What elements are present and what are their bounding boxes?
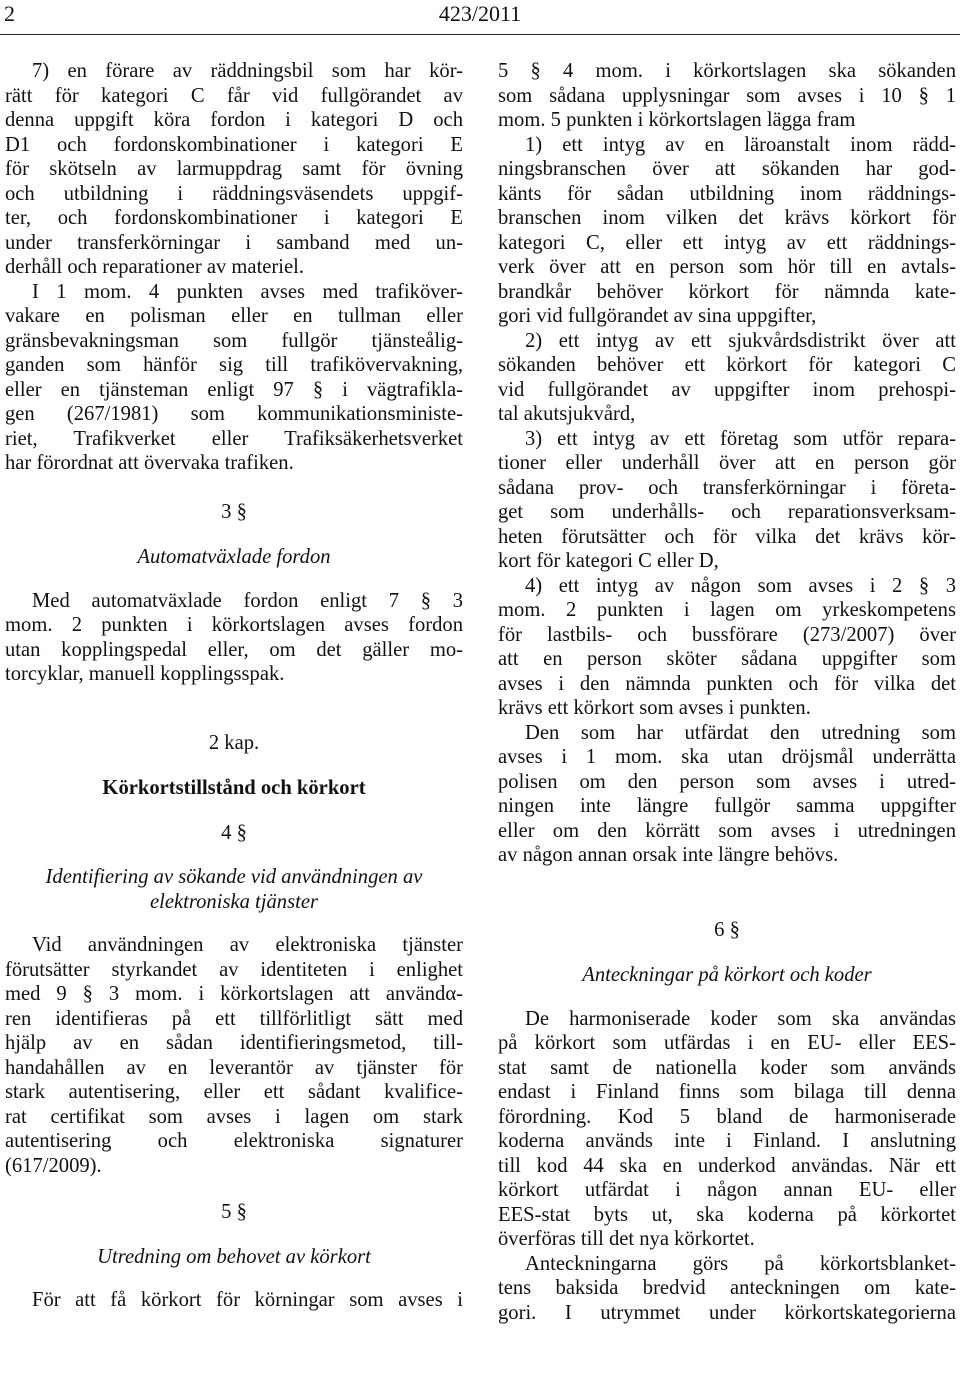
text-line: verk över att en person som hör till en avtals-	[498, 256, 956, 278]
text-line: ter, och fordonskombinationer i kategori E	[5, 207, 463, 229]
text-line: koderna används inte i Finland. I anslutning	[498, 1130, 956, 1152]
paragraph-notification-duty	[498, 721, 956, 868]
page-number: 2	[4, 1, 15, 26]
text-line: Den som har utfärdat den utredning som	[525, 721, 956, 744]
text-line: till kod 44 ska en underkod användas. När ett	[498, 1154, 956, 1177]
text-line: handahållen av en leverantör av tjänster för	[5, 1056, 463, 1079]
text-line: sådana prov- och transferkörningar i företa-	[498, 476, 956, 499]
text-line: EES-stat byts ut, ska koderna på körkortet	[498, 1203, 956, 1226]
text-line: avses i 1 mom. ska utan dröjsmål underrätta	[498, 746, 956, 768]
page-header	[0, 0, 960, 30]
paragraph-traffic-supervisor	[5, 280, 463, 476]
text-line: gori vid fullgörandet av sina uppgifter,	[498, 305, 817, 327]
section-3-number: 3 §	[221, 500, 247, 523]
left-column	[5, 59, 463, 1313]
text-line: under transferkörningar i samband med un-	[5, 231, 463, 254]
text-line: endast i Finland finns som bilaga till denna	[498, 1081, 956, 1103]
paragraph-need-for-license	[5, 1288, 463, 1313]
text-line: för skötseln av larmuppdrag samt för övning	[5, 158, 463, 180]
text-line: polisen om den person som avses i utred-	[498, 770, 956, 793]
text-line: av någon annan orsak inte längre behövs.	[498, 844, 839, 866]
text-line: känts för sådan utbildning inom räddnings-	[498, 182, 956, 205]
header-rule	[0, 34, 960, 35]
text-line: på körkort som utfärdas i en EU- eller EES-	[498, 1032, 956, 1054]
section-4-title-line-1: Identifiering av sökande vid användningen av	[45, 866, 423, 888]
text-line: ren identifieras på ett tillförlitligt sätt med	[5, 1007, 463, 1030]
text-line: förordning. Kod 5 bland de harmoniserade	[498, 1105, 956, 1128]
text-line: mom. 2 punkten i lagen om yrkeskompetens	[498, 599, 956, 621]
section-4-title	[5, 865, 463, 914]
list-item-3	[498, 427, 956, 574]
text-line: 5 § 4 mom. i körkortslagen ska sökanden	[498, 60, 956, 82]
document-number: 423/2011	[438, 1, 522, 26]
text-line: denna uppgift köra fordon i kategori D och	[5, 109, 463, 131]
text-line: tal akutsjukvård,	[498, 403, 636, 425]
text-line: 4) ett intyg av någon som avses i 2 § 3	[525, 574, 956, 597]
text-line: branschen inom vilken det krävs körkort för	[498, 207, 956, 229]
section-4-title-line-2: elektroniska tjänster	[150, 890, 318, 913]
text-line: ningsbranschen över att sökanden har god-	[498, 158, 956, 180]
text-line: kort för kategori C eller D,	[498, 550, 719, 572]
text-line: har förordnat att övervaka trafiken.	[5, 452, 294, 474]
paragraph-automatic-vehicles	[5, 589, 463, 687]
text-line: 3) ett intyg av ett företag som utför repara-	[525, 427, 956, 450]
text-line: derhåll och reparationer av materiel.	[5, 256, 305, 278]
section-4-number: 4 §	[221, 821, 247, 844]
text-line: hjälp av en sådan identifieringsmetod, till-	[5, 1032, 463, 1054]
text-line: sökanden behöver ett körkort för kategori C	[498, 354, 956, 376]
text-line: eller om den körrätt som avses i utredningen	[498, 819, 956, 842]
text-line: och utbildning i räddningsväsendets uppgif-	[5, 182, 463, 205]
text-line: eller en tjänsteman enligt 97 § i vägtrafikla-	[5, 378, 463, 401]
text-line: förutsätter styrkandet av identiteten i enlighet	[5, 958, 463, 981]
right-column	[498, 59, 956, 1325]
text-line: mom. 5 punkten i körkortslagen lägga fram	[498, 109, 856, 131]
text-line: De harmoniserade koder som ska användas	[525, 1007, 956, 1030]
text-line: 2) ett intyg av ett sjukvårdsdistrikt över att	[525, 329, 956, 352]
text-line: riet, Trafikverket eller Trafiksäkerhetsverket	[5, 427, 463, 450]
text-line: rätt för kategori C får vid fullgörandet av	[5, 84, 463, 107]
text-line: tioner eller underhåll över att en person gör	[498, 452, 956, 474]
text-line: gen (267/1981) som kommunikationsministe-	[5, 403, 463, 425]
text-line: för lastbils- och bussförare (273/2007) över	[498, 623, 956, 646]
section-3-title: Automatväxlade fordon	[137, 546, 331, 568]
chapter-title: Körkortstillstånd och körkort	[102, 777, 366, 799]
text-line: rat certifikat som avses i lagen om stark	[5, 1105, 463, 1128]
text-line: att en person sköter sådana uppgifter som	[498, 648, 956, 670]
text-line: gori. I utrymmet under körkortskategorierna	[498, 1301, 956, 1324]
text-line: 1) ett intyg av en läroanstalt inom rädd-	[525, 133, 956, 156]
text-line: Med automatväxlade fordon enligt 7 § 3	[32, 589, 463, 612]
chapter-number: 2 kap.	[208, 731, 260, 754]
list-item-4	[498, 574, 956, 721]
text-line: vid fullgörandet av uppgifter inom prehospi-	[498, 378, 956, 401]
section-5-number: 5 §	[221, 1201, 247, 1223]
text-line: körkort utfärdat i någon annan EU- eller	[498, 1179, 956, 1201]
paragraph-item-7	[5, 59, 463, 280]
section-6-number: 6 §	[714, 918, 740, 941]
text-line: heten förutsätter och för vilka det krävs kör-	[498, 525, 956, 548]
text-line: krävs ett körkort som avses i punkten.	[498, 697, 811, 719]
paragraph-annotations	[498, 1252, 956, 1326]
text-line: tens baksida bredvid anteckningen om kate-	[498, 1277, 956, 1299]
text-line: avses i den nämnda punkten och för vilka det	[498, 672, 956, 695]
paragraph-electronic-identification	[5, 933, 463, 1178]
list-item-1	[498, 133, 956, 329]
text-line: stark autentisering, eller ett sådant kvalifice-	[5, 1081, 463, 1103]
text-line: brandkår behöver körkort för nämnda kate-	[498, 280, 956, 303]
paragraph-harmonised-codes	[498, 1007, 956, 1252]
text-line: För att få körkort för körningar som avses i	[32, 1289, 463, 1311]
text-line: ganden som hänför sig till trafikövervakning,	[5, 354, 463, 376]
list-item-2	[498, 329, 956, 427]
text-line: D1 och fordonskombinationer i kategori E	[5, 133, 463, 156]
text-line: 7) en förare av räddningsbil som har kör-	[32, 60, 463, 82]
text-line: som sådana upplysningar som avses i 10 § 1	[498, 84, 956, 107]
text-line: get som underhålls- och reparationsverksam-	[498, 501, 956, 523]
text-line: autentisering och elektroniska signaturer	[5, 1130, 463, 1152]
text-line: ningen inte längre fullgör samma uppgifter	[498, 795, 956, 817]
text-line: mom. 2 punkten i körkortslagen avses fordon	[5, 614, 463, 636]
text-line: stat samt de nationella koder som används	[498, 1056, 956, 1079]
section-6-title: Anteckningar på körkort och koder	[582, 964, 872, 986]
text-line: vakare en polisman eller en tullman eller	[5, 305, 463, 327]
text-line: överföras till det nya körkortet.	[498, 1228, 755, 1250]
text-line: kategori C, eller ett intyg av ett räddnings-	[498, 231, 956, 254]
text-line: Vid användningen av elektroniska tjänster	[32, 934, 463, 956]
text-line: (617/2009).	[5, 1154, 102, 1177]
text-line: I 1 mom. 4 punkten avses med trafiköver-	[32, 280, 463, 303]
paragraph-continuation	[498, 59, 956, 133]
text-line: med 9 § 3 mom. i körkortslagen att användα-	[5, 983, 463, 1005]
text-line: gränsbevakningsman som fullgör tjänsteålig-	[5, 329, 463, 352]
text-line: Anteckningarna görs på körkortsblanket-	[525, 1252, 956, 1275]
section-5-title: Utredning om behovet av körkort	[97, 1245, 371, 1268]
text-line: torcyklar, manuell kopplingsspak.	[5, 663, 285, 685]
text-line: utan kopplingspedal eller, om det gäller mo-	[5, 638, 463, 661]
